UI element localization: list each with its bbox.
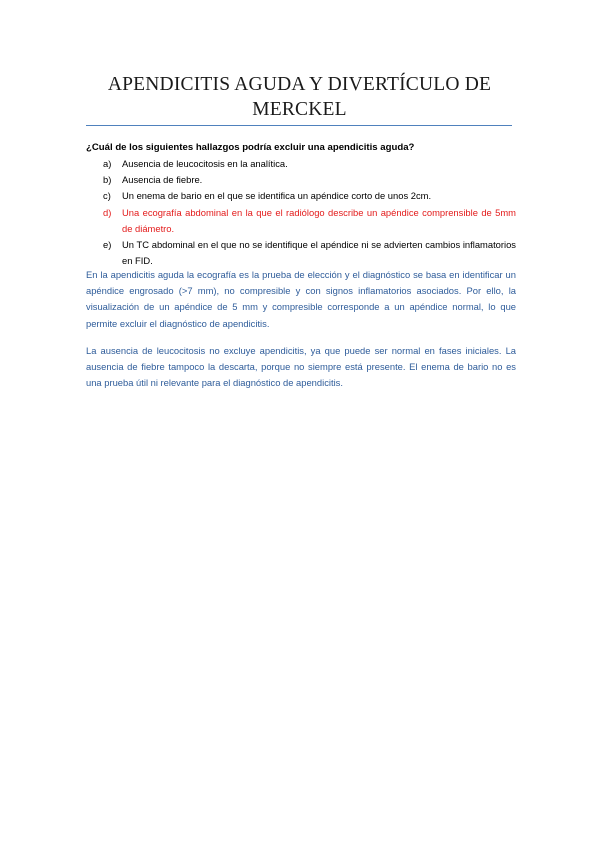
page-title-line-2: MERCKEL: [252, 99, 347, 120]
page-title-line-1: APENDICITIS AGUDA Y DIVERTÍCULO DE: [107, 74, 492, 95]
title-divider: [86, 125, 512, 126]
option-text: Ausencia de leucocitosis en la analítica.: [122, 158, 288, 169]
option-text: Un enema de bario en el que se identifica un apéndice corto de unos 2cm.: [122, 190, 432, 202]
option-text: Un TC abdominal en el que no se identifique el apéndice ni se advierten cambios inflamatorios en FID.: [122, 239, 516, 267]
explanation-paragraph-1: En la apendicitis aguda la ecografía es la prueba de elección y el diagnóstico se basa en identificar un apéndice engrosado (>7 mm), no compresible y con signos inflamatorios asociados. Por ello, la visualización de un apéndice de 5 mm y compresible corresponde a un apéndice normal, lo que permite excluir el diagnóstico de apendicitis.: [86, 269, 516, 329]
page-title: [86, 72, 513, 122]
explanation-paragraph-2: La ausencia de leucocitosis no excluye apendicitis, ya que puede ser normal en fases iniciales. La ausencia de fiebre tampoco la descarta, porque no siempre está presente. El enema de bario no es una prueba útil ni relevante para el diagnóstico de apendicitis.: [86, 345, 516, 389]
option-text: Una ecografía abdominal en la que el radiólogo describe un apéndice comprensible de 5mm de diámetro.: [122, 206, 516, 234]
answer-option-c: [86, 188, 516, 204]
option-letter: c): [103, 190, 111, 202]
answer-option-b: [86, 172, 516, 188]
answer-option-d-correct: [86, 205, 516, 237]
option-letter: d): [103, 206, 112, 218]
option-letter: b): [103, 174, 112, 186]
answer-option-e: [86, 237, 516, 269]
answer-options-list: [86, 156, 516, 269]
answer-option-a: [86, 156, 516, 172]
question-text: ¿Cuál de los siguientes hallazgos podría excluir una apendicitis aguda?: [86, 142, 415, 153]
option-text: Ausencia de fiebre.: [122, 174, 203, 186]
option-letter: a): [103, 158, 112, 169]
option-letter: e): [103, 239, 112, 251]
